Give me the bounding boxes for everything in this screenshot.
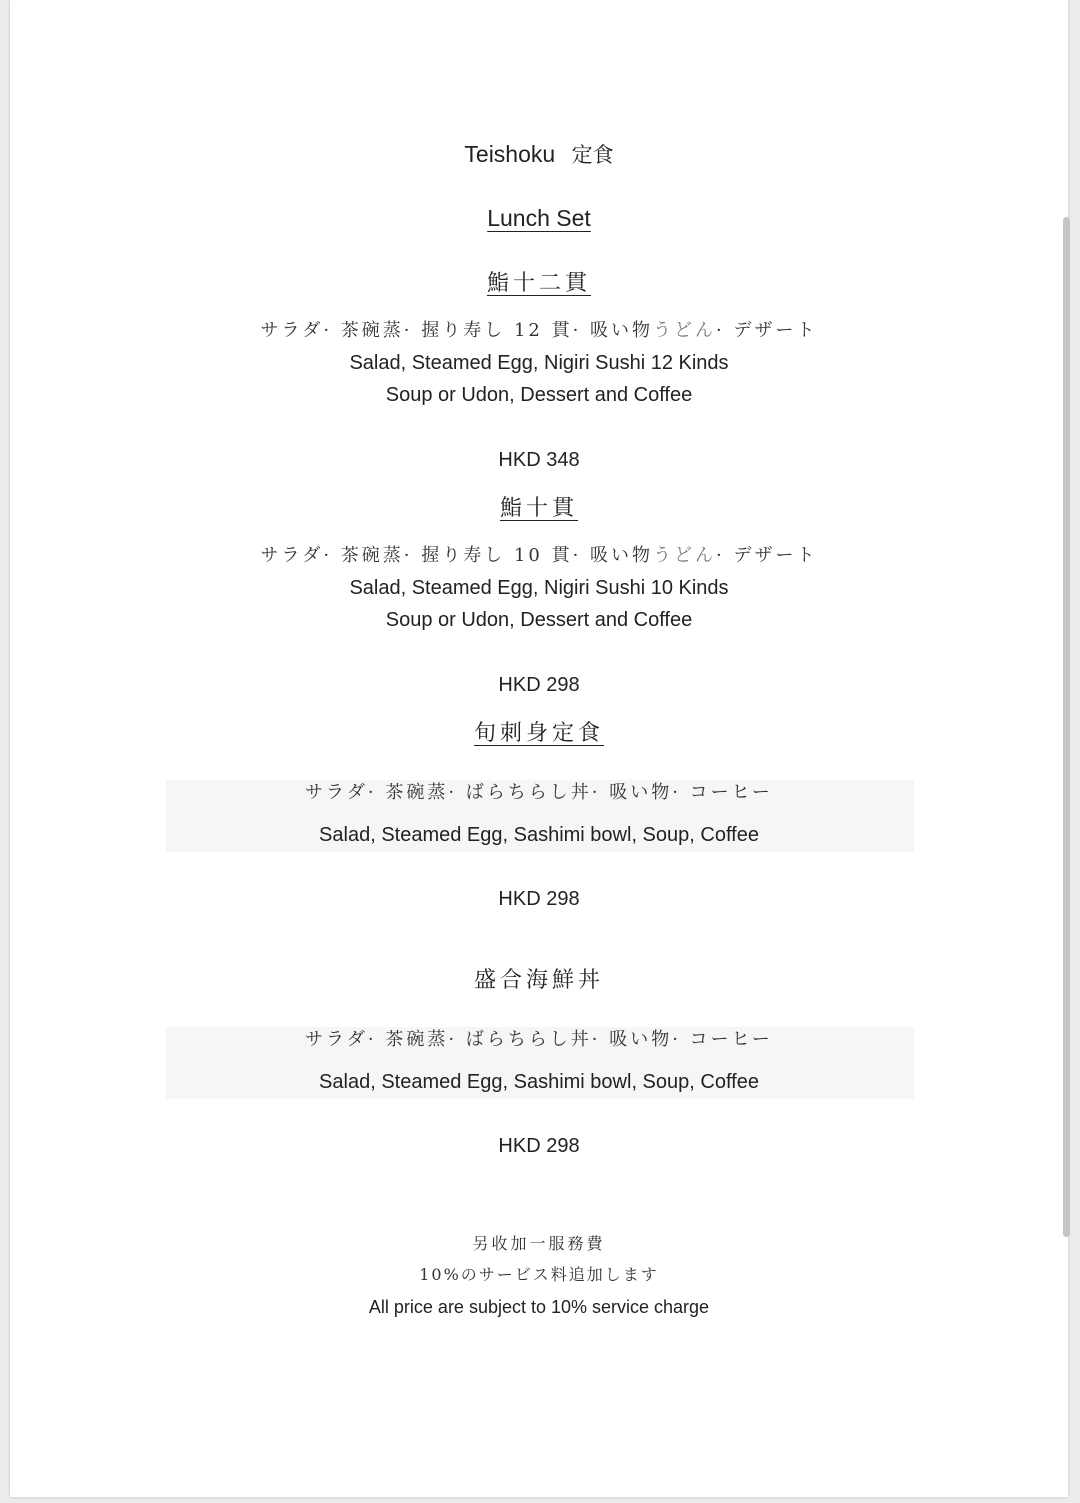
item-2-desc-jp-main: サラダ· 茶碗蒸· 握り寿し 10 貫· 吸い物	[260, 545, 654, 566]
menu-page	[10, 0, 1068, 1497]
item-1-desc-jp-udon: うどん	[653, 320, 717, 341]
item-1-desc-jp-main: サラダ· 茶碗蒸· 握り寿し 12 貫· 吸い物	[260, 320, 654, 341]
item-2-name	[10, 498, 1068, 520]
subtitle-text: Lunch Set	[487, 205, 591, 231]
item-1-name	[10, 273, 1068, 295]
item-2-desc-jp-udon: うどん	[653, 545, 717, 566]
item-4-price: HKD 298	[498, 1135, 580, 1157]
item-3-name-text: 旬刺身定食	[473, 721, 604, 746]
item-1-price: HKD 348	[498, 449, 580, 471]
item-3-desc-jp: サラダ· 茶碗蒸· ばらちらし丼· 吸い物· コーヒー	[305, 782, 773, 803]
item-1-desc-jp-tail: · デザート	[716, 320, 818, 341]
title-jp: 定食	[571, 143, 614, 167]
footer-note-zh: 另收加一服務費	[472, 1234, 606, 1253]
item-2-desc-en-1: Salad, Steamed Egg, Nigiri Sushi 10 Kinds	[349, 577, 729, 599]
menu-subtitle	[10, 207, 1068, 230]
item-1-name-text: 鮨十二貫	[486, 271, 591, 296]
item-2-desc-jp-tail: · デザート	[716, 545, 818, 566]
item-4-desc-jp: サラダ· 茶碗蒸· ばらちらし丼· 吸い物· コーヒー	[305, 1029, 773, 1050]
item-2-desc-jp	[10, 547, 1068, 565]
item-3-desc-en: Salad, Steamed Egg, Sashimi bowl, Soup, Coffee	[319, 824, 759, 846]
scrollbar-thumb[interactable]	[1063, 217, 1070, 1237]
menu-title	[10, 143, 1068, 166]
item-1-desc-jp	[10, 322, 1068, 340]
item-3-price: HKD 298	[498, 888, 580, 910]
title-en: Teishoku	[464, 141, 556, 167]
item-1-desc-en-1: Salad, Steamed Egg, Nigiri Sushi 12 Kinds	[349, 352, 729, 374]
item-2-price: HKD 298	[498, 674, 580, 696]
item-2-desc-en-2: Soup or Udon, Dessert and Coffee	[385, 609, 693, 631]
item-4-desc-en: Salad, Steamed Egg, Sashimi bowl, Soup, Coffee	[319, 1071, 759, 1093]
item-3-name	[10, 723, 1068, 745]
item-4-name: 盛合海鮮丼	[473, 968, 604, 993]
item-2-name-text: 鮨十貫	[499, 496, 578, 521]
footer-note-en: All price are subject to 10% service charge	[368, 1297, 710, 1317]
footer-note-jp: 10%のサービス料追加します	[419, 1265, 659, 1284]
item-1-desc-en-2: Soup or Udon, Dessert and Coffee	[385, 384, 693, 406]
